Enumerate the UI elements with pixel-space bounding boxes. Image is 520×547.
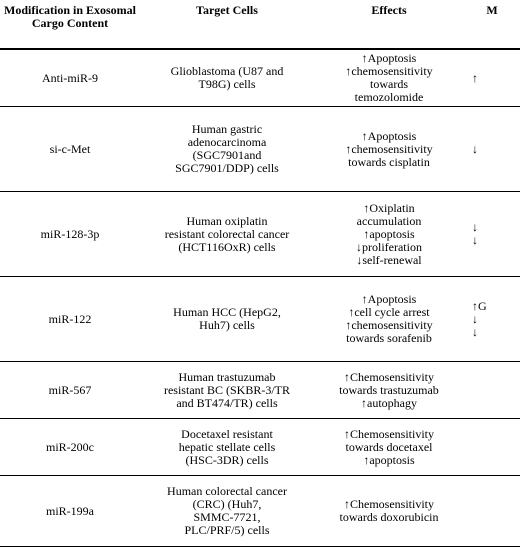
- cell-target-cells-line: Human colorectal cancer: [167, 484, 287, 498]
- cell-effects-line: ↑Chemosensitivity: [344, 426, 434, 441]
- cell-modification: miR-122: [0, 277, 140, 362]
- cell-target-cells-line: adenocarcinoma: [187, 135, 267, 149]
- cell-mechanism: [464, 362, 520, 419]
- cell-effects-line: ↑chemosensitivity: [345, 141, 433, 156]
- cell-effects-line: accumulation: [356, 213, 422, 228]
- cell-mechanism-line: ↓: [472, 324, 478, 339]
- table-row: [0, 192, 520, 277]
- cell-target-cells-line: SGC7901/DDP) cells: [175, 161, 279, 175]
- cell-target-cells: [140, 362, 314, 419]
- cell-mechanism: [464, 419, 520, 476]
- table-row: [0, 277, 520, 362]
- cell-target-cells-line: and BT474/TR) cells: [176, 395, 278, 410]
- cell-mechanism-line: ↓: [472, 311, 478, 326]
- cell-target-cells-line: Docetaxel resistant: [181, 426, 273, 441]
- cell-mechanism: [464, 49, 520, 107]
- table-row: [0, 419, 520, 476]
- cell-target-cells-line: Glioblastoma (U87 and: [170, 64, 284, 78]
- cell-target-cells-line: resistant BC (SKBR-3/TR: [163, 382, 290, 397]
- cell-effects-line: towards docetaxel: [345, 439, 433, 454]
- cell-effects-line: ↑cell cycle arrest: [348, 305, 430, 319]
- cell-effects-line: ↑chemosensitivity: [345, 64, 433, 78]
- cell-modification: miR-567: [0, 362, 140, 419]
- cell-target-cells-line: T98G) cells: [198, 77, 256, 91]
- cell-effects: [314, 362, 464, 419]
- header-mechanism: M: [464, 0, 520, 49]
- cell-effects: [314, 107, 464, 192]
- header-target-cells: Target Cells: [140, 0, 314, 49]
- cell-target-cells-line: (SGC7901and: [192, 148, 262, 162]
- cell-modification: miR-128-3p: [0, 192, 140, 277]
- cell-target-cells: [140, 107, 314, 192]
- cell-modification: miR-199a: [0, 476, 140, 547]
- cell-modification: Anti-miR-9: [0, 49, 140, 107]
- cell-mechanism-line: ↓: [472, 220, 478, 234]
- cell-mechanism-line: ↓: [472, 233, 478, 247]
- cell-effects-line: towards trastuzumab: [339, 382, 439, 397]
- cell-target-cells: [140, 476, 314, 547]
- cell-effects-line: ↑Oxiplatin: [363, 200, 415, 215]
- cell-target-cells: [140, 192, 314, 277]
- cell-effects: [314, 476, 464, 547]
- cell-mechanism: [464, 277, 520, 362]
- cell-effects: [314, 49, 464, 107]
- cell-target-cells-line: Human HCC (HepG2,: [173, 305, 281, 319]
- header-modification: Modification in Exosomal Cargo Content: [0, 0, 140, 49]
- cell-effects-line: ↓proliferation: [356, 239, 422, 254]
- cell-target-cells-line: SMMC-7721,: [193, 510, 261, 524]
- cell-effects-line: ↑chemosensitivity: [345, 318, 433, 332]
- cell-target-cells: [140, 49, 314, 107]
- cell-target-cells-line: Human oxiplatin: [186, 213, 268, 228]
- cell-effects: [314, 277, 464, 362]
- cell-effects-line: ↓self-renewal: [356, 252, 422, 267]
- cell-effects: [314, 192, 464, 277]
- cell-modification: miR-200c: [0, 419, 140, 476]
- table-body: [0, 49, 520, 547]
- header-row: [0, 0, 520, 49]
- cell-target-cells-line: (HSC-3DR) cells: [185, 452, 269, 467]
- cell-effects-line: ↑Chemosensitivity: [344, 497, 434, 511]
- cell-target-cells: [140, 419, 314, 476]
- cell-target-cells-line: resistant colorectal cancer: [164, 226, 290, 241]
- cell-effects-line: ↑Apoptosis: [361, 128, 417, 143]
- cell-effects-line: towards: [370, 77, 408, 91]
- cell-target-cells-line: Human trastuzumab: [178, 369, 276, 384]
- cell-target-cells-line: hepatic stellate cells: [178, 439, 276, 454]
- cell-mechanism: [464, 192, 520, 277]
- table-row: [0, 476, 520, 547]
- cell-effects-line: ↑Chemosensitivity: [344, 369, 434, 384]
- cell-effects-line: towards doxorubicin: [339, 510, 439, 524]
- cell-effects-line: ↑Apoptosis: [361, 51, 417, 65]
- cell-effects-line: ↑autophagy: [361, 395, 417, 410]
- cell-effects-line: ↑apoptosis: [363, 226, 415, 241]
- table-row: [0, 107, 520, 192]
- cell-mechanism-line: ↓: [472, 141, 478, 156]
- cell-mechanism: [464, 107, 520, 192]
- cell-effects-line: temozolomide: [354, 90, 424, 104]
- cell-effects-line: towards cisplatin: [348, 154, 430, 169]
- cell-effects-line: towards sorafenib: [346, 331, 432, 345]
- table-row: [0, 362, 520, 419]
- cell-target-cells: [140, 277, 314, 362]
- cell-effects-line: ↑apoptosis: [363, 452, 415, 467]
- table-row: [0, 49, 520, 107]
- cell-effects-line: ↑Apoptosis: [361, 292, 417, 306]
- cell-effects: [314, 419, 464, 476]
- cell-modification: si-c-Met: [0, 107, 140, 192]
- header-effects: Effects: [314, 0, 464, 49]
- cell-target-cells-line: Huh7) cells: [199, 318, 255, 332]
- cell-target-cells-line: (CRC) (Huh7,: [192, 497, 262, 511]
- cell-target-cells-line: (HCT116OxR) cells: [178, 239, 276, 254]
- cell-mechanism-line: ↑G: [472, 298, 487, 313]
- cell-mechanism: [464, 476, 520, 547]
- cell-target-cells-line: Human gastric: [191, 122, 263, 136]
- cell-target-cells-line: PLC/PRF/5) cells: [184, 523, 270, 537]
- cell-mechanism-line: ↑: [472, 70, 478, 85]
